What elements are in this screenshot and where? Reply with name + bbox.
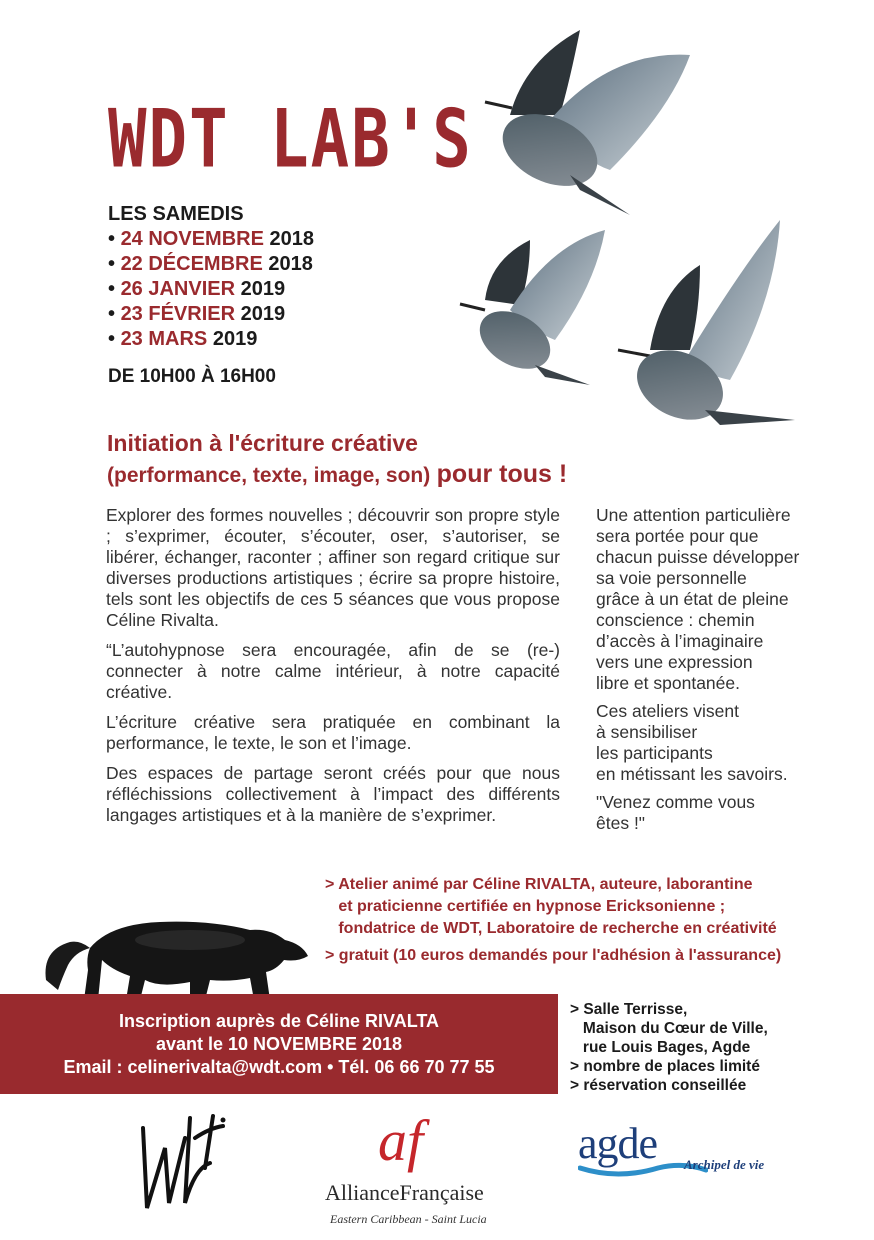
poster-title: WDT LAB'S bbox=[108, 93, 473, 187]
headline bbox=[107, 428, 567, 491]
body-paragraph: Ces ateliers visent à sensibiliser les participants en métissant les savoirs. bbox=[596, 701, 788, 784]
headline-line2: (performance, texte, image, son) pour tous ! bbox=[107, 460, 568, 488]
atelier-info: > Atelier animé par Céline RIVALTA, auteure, laborantine et praticienne certifiée en hypnose Ericksonienne ; fondatrice de WDT, Laboratoire de recherche en créativité > gratuit (10 euros demandés pour l'adhésion à l'assurance) bbox=[325, 874, 781, 967]
body-paragraph: "Venez comme vous êtes !" bbox=[596, 792, 755, 833]
body-paragraph: Une attention particulière sera portée pour que chacun puisse développer sa voie personnelle grâce à un état de pleine conscience : chemin d’accès à l’imaginaire vers une expression libre et spontanée. bbox=[596, 505, 800, 693]
body-paragraph: “L’autohypnose sera encouragée, afin de se (re-) connecter à notre calme intérieur, à notre capacité créative. bbox=[106, 640, 560, 702]
registration-contact[interactable]: Email : celinerivalta@wdt.com • Tél. 06 66 70 77 55 bbox=[63, 1056, 495, 1077]
date-item: • 23 MARS 2019 bbox=[108, 328, 258, 350]
registration-line1: Inscription auprès de Céline RIVALTA bbox=[118, 1010, 440, 1031]
body-left-column bbox=[106, 505, 560, 835]
venue-info: > Salle Terrisse, Maison du Cœur de Ville, rue Louis Bages, Agde > nombre de places limité > réservation conseillée bbox=[570, 1001, 768, 1094]
agde-tagline: Archipel de vie bbox=[684, 1157, 765, 1172]
wdt-signature-logo bbox=[135, 1108, 235, 1218]
body-paragraph: L’écriture créative sera pratiquée en combinant la performance, le texte, le son et l’image. bbox=[106, 712, 560, 753]
af-logo-name: AllianceFrançaise bbox=[325, 1180, 484, 1205]
schedule-intro: LES SAMEDIS bbox=[108, 203, 244, 225]
af-logo-mark: af bbox=[378, 1108, 424, 1173]
hummingbird-right bbox=[618, 220, 795, 433]
date-item: • 23 FÉVRIER 2019 bbox=[108, 303, 286, 325]
panther-illustration bbox=[40, 910, 320, 1000]
agde-logo: agde bbox=[578, 1119, 658, 1168]
registration-banner bbox=[0, 994, 558, 1094]
body-paragraph: Explorer des formes nouvelles ; découvrir son propre style ; s’exprimer, écouter, s’écouter, oser, s’autoriser, se libérer, échanger, raconter ; affiner son regard critique sur diverses productions artistiques ; écrire sa propre histoire, tels sont les objectifs de ces 5 séances que vous propose Céline Rivalta. bbox=[106, 505, 560, 630]
date-item: • 24 NOVEMBRE 2018 bbox=[108, 228, 314, 250]
date-item: • 22 DÉCEMBRE 2018 bbox=[108, 253, 313, 275]
headline-line1: Initiation à l'écriture créative bbox=[107, 430, 418, 456]
body-paragraph: Des espaces de partage seront créés pour que nous réfléchissions collectivement à l’impact des différents langages artistiques et à la manière de s’exprimer. bbox=[106, 763, 560, 825]
body-right-column bbox=[596, 505, 828, 841]
hummingbirds-illustration bbox=[450, 20, 830, 440]
registration-deadline: avant le 10 NOVEMBRE 2018 bbox=[155, 1033, 403, 1054]
fee-info: > gratuit (10 euros demandés pour l'adhésion à l'assurance) bbox=[325, 947, 782, 964]
date-item: • 26 JANVIER 2019 bbox=[108, 278, 286, 300]
schedule-block bbox=[108, 202, 314, 352]
hummingbird-top bbox=[485, 30, 690, 215]
schedule-hours: DE 10H00 À 16H00 bbox=[108, 366, 276, 387]
af-logo-subtitle: Eastern Caribbean - Saint Lucia bbox=[330, 1212, 487, 1226]
hummingbird-left bbox=[460, 230, 605, 385]
